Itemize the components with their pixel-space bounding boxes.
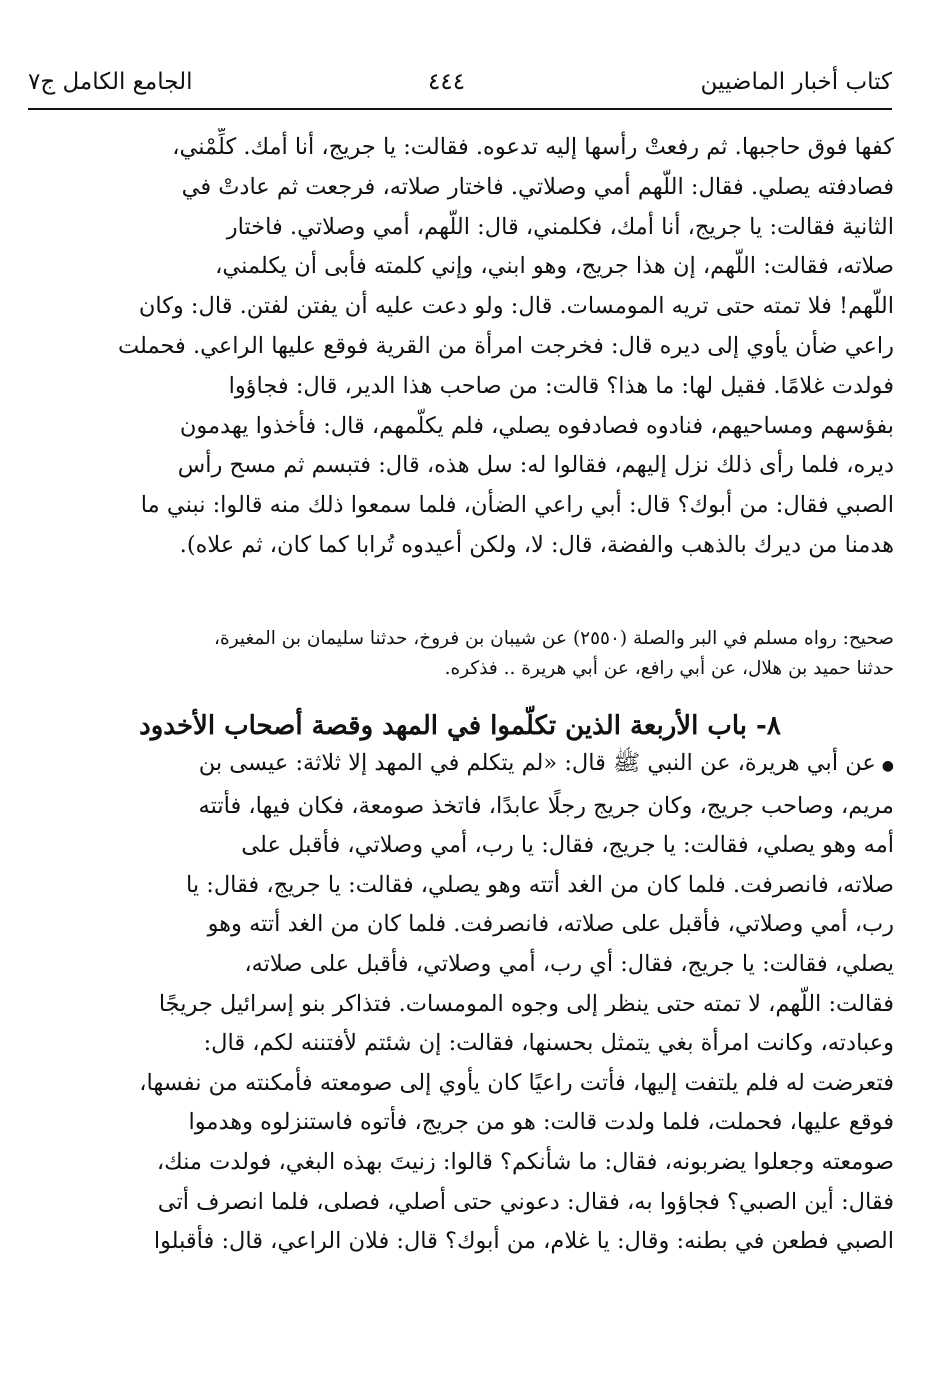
text-line: صلاته، فانصرفت. فلما كان من الغد أتته وهو يصلي، فقالت: يا جريج، فقال: يا [185,871,894,898]
hadith-main-text [26,128,894,566]
page-number: ٤٤٤ [427,69,466,95]
text-line: فوقع عليها، فحملت، فلما ولدت قالت: هو من جريج، فأتوه فاستنزلوه وهدموا [188,1109,894,1136]
text-line: كفها فوق حاجبها. ثم رفعتْ رأسها إليه تدعوه. فقالت: يا جريج، أنا أمك. كلِّمْني، [172,134,894,160]
running-header [28,62,892,102]
text-line: فتعرضت له فلم يلتفت إليها، فأتت راعيًا كان يأوي إلى صومعته فأمكنته من نفسها، [139,1069,894,1096]
footnote-line: صحيح: رواه مسلم في البر والصلة (٢٥٥٠) عن شيبان بن فروخ، حدثنا سليمان بن المغيرة، [214,628,894,649]
section-body-text [26,744,894,1262]
text-line: الصبي فقال: من أبوك؟ قال: أبي راعي الضأن، فلما سمعوا ذلك منه قالوا: نبني ما [140,492,894,519]
text-line: بفؤسهم ومساحيهم، فنادوه فصادفوه يصلي، فلم يكلّمهم، قال: فأخذوا يهدمون [179,412,894,439]
text-line: فصادفته يصلي. فقال: اللّهم أمي وصلاتي. فاختار صلاته، فرجعت ثم عادتْ في [181,173,894,200]
footnote-line: حدثنا حميد بن هلال، عن أبي رافع، عن أبي هريرة .. فذكره. [444,658,894,679]
text-line: وعبادته، وكانت امرأة بغي يتمثل بحسنها، فقالت: إن شئتم لأفتننه لكم، قال: [203,1030,894,1057]
text-line: عن أبي هريرة، عن النبي ﷺ قال: «لم يتكلم في المهد إلا ثلاثة: عيسى بن [198,750,876,776]
text-line: أمه وهو يصلي، فقالت: يا جريج، فقال: يا رب، أمي وصلاتي، فأقبل على [241,832,894,859]
text-line: اللّهم! فلا تمته حتى تريه المومسات. قال: ولو دعت عليه أن يفتن لفتن. قال: وكان [138,293,894,320]
header-book-title: كتاب أخبار الماضيين [700,69,892,95]
text-line: فقالت: اللّهم، لا تمته حتى ينظر إلى وجوه المومسات. فتذاكر بنو إسرائيل جريجًا [158,990,894,1017]
text-line: راعي ضأن يأوي إلى ديره قال: فخرجت امرأة من القرية فوقع عليها الراعي. فحملت [117,332,894,359]
source-footnote [26,624,894,684]
text-line: هدمنا من ديرك بالذهب والفضة، قال: لا، ولكن أعيدوه تُرابا كما كان، ثم علاه). [179,531,894,558]
text-line: مريم، وصاحب جريج، وكان جريج رجلًا عابدًا، فاتخذ صومعة، فكان فيها، فأتته [198,792,894,819]
text-line-first [26,744,894,787]
section-heading: ٨- باب الأربعة الذين تكلّموا في المهد وقصة أصحاب الأخدود [139,711,781,741]
text-line: رب، أمي وصلاتي، فأقبل على صلاته، فانصرفت. فلما كان من الغد أتته وهو [207,911,894,938]
text-line: الثانية فقالت: يا جريج، أنا أمك، فكلمني، قال: اللّهم، أمي وصلاتي. فاختار [226,213,894,240]
text-line: فقال: أين الصبي؟ فجاؤوا به، فقال: دعوني حتى أصلي، فصلى، فلما انصرف أتى [157,1188,894,1215]
text-line: الصبي فطعن في بطنه: وقال: يا غلام، من أبوك؟ قال: فلان الراعي، قال: فأقبلوا [153,1228,894,1255]
text-line: ديره، فلما رأى ذلك نزل إليهم، فقالوا له: سل هذه، قال: فتبسم ثم مسح رأس [177,452,894,479]
text-line: صومعته وجعلوا يضربونه، فقال: ما شأنكم؟ قالوا: زنيتَ بهذه البغي، فولدت منك، [156,1148,894,1175]
text-line: صلاته، فقالت: اللّهم، إن هذا جريج، وهو ابني، وإني كلمته فأبى أن يكلمني، [215,253,894,280]
header-divider [28,108,892,110]
text-line: يصلي، فقالت: يا جريج، فقال: أي رب، أمي وصلاتي، فأقبل على صلاته، [244,950,894,977]
bullet-icon: ● [881,758,894,774]
text-line: فولدت غلامًا. فقيل لها: ما هذا؟ قالت: من صاحب هذا الدير، قال: فجاؤوا [228,372,894,399]
header-volume-title: الجامع الكامل ج٧ [28,69,193,95]
